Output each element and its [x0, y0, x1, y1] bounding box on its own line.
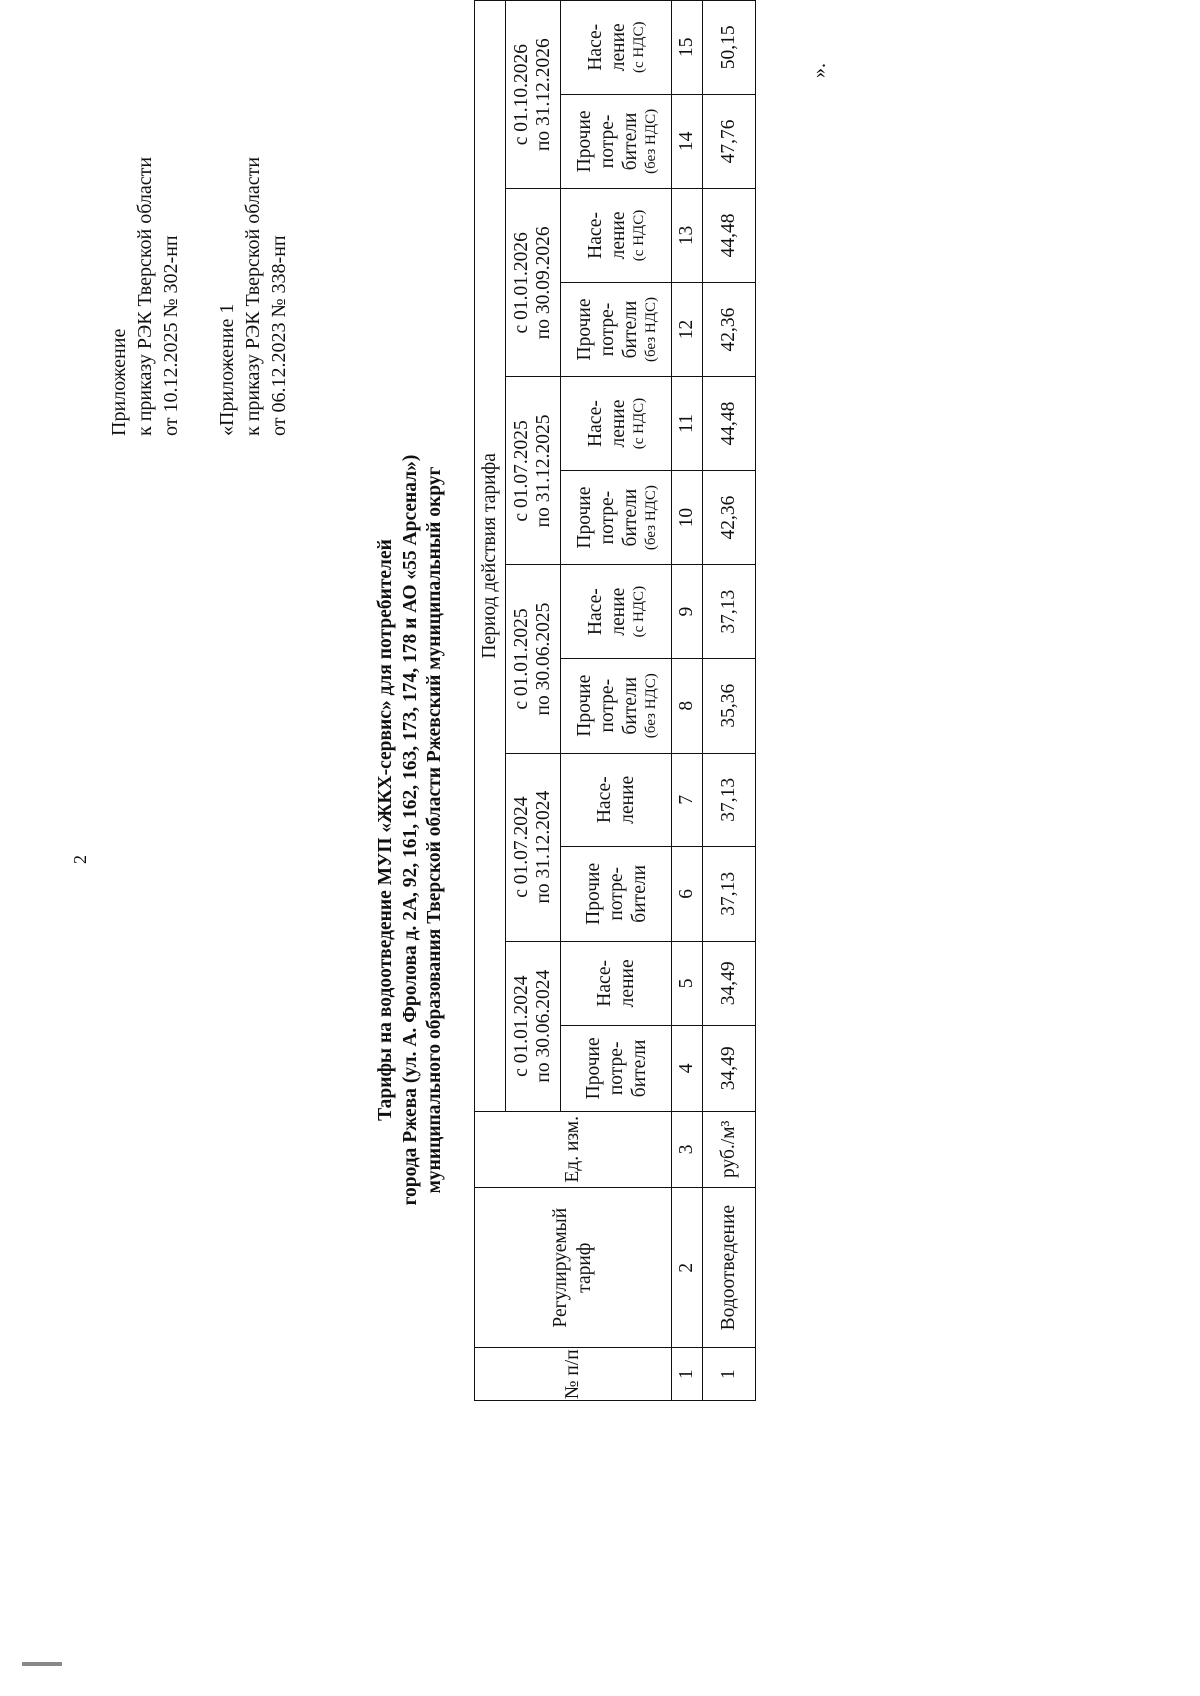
col-number: 9: [672, 565, 703, 658]
appendix-original-line3: от 06.12.2023 № 338-нп: [268, 235, 290, 436]
sub-population-vat: Насе- ление (с НДС): [561, 189, 672, 282]
col-number: 3: [672, 1111, 703, 1187]
col-number: 12: [672, 282, 703, 377]
row-value: 37,13: [703, 846, 756, 941]
row-tariff: Водоотведение: [703, 1187, 756, 1347]
title-line3: муниципального образования Тверской области Ржевский муниципальный округ: [424, 466, 445, 1194]
appendix-current-line3: от 10.12.2025 № 302-нп: [160, 235, 182, 436]
sub-population-vat: Насе- ление (с НДС): [561, 565, 672, 658]
col-number: 1: [672, 1348, 703, 1401]
row-value: 35,36: [703, 658, 756, 753]
table-row: [703, 1, 756, 1401]
page-number: 2: [70, 855, 90, 864]
row-value: 44,48: [703, 189, 756, 282]
col-number: 15: [672, 1, 703, 95]
header-period-group: Период действия тарифа: [475, 1, 506, 1112]
tariff-table: [474, 0, 756, 1401]
row-num: 1: [703, 1348, 756, 1401]
appendix-current-line1: Приложение: [108, 328, 130, 436]
col-number: 5: [672, 941, 703, 1025]
sub-other-novat: Прочие потре- бители (без НДС): [561, 94, 672, 189]
appendix-current-line2: к приказу РЭК Тверской области: [134, 156, 156, 436]
col-number: 13: [672, 189, 703, 282]
col-number: 6: [672, 846, 703, 941]
appendix-current-block: [106, 157, 184, 436]
sub-other-novat: Прочие потре- бители (без НДС): [561, 470, 672, 565]
sub-other-novat: Прочие потре- бители (без НДС): [561, 658, 672, 753]
row-value: 47,76: [703, 94, 756, 189]
title-line1: Тарифы на водоотведение МУП «ЖКХ-сервис» для потребителей: [375, 539, 396, 1121]
appendix-original-line1: «Приложение 1: [216, 303, 238, 436]
period-2: с 01.07.2024 по 31.12.2024: [506, 753, 561, 941]
col-number: 7: [672, 753, 703, 846]
col-number: 2: [672, 1187, 703, 1347]
col-number: 4: [672, 1026, 703, 1112]
col-number: 11: [672, 377, 703, 470]
scan-artifact: [22, 1662, 62, 1666]
column-number-row: [672, 1, 703, 1401]
appendix-original-line2: к приказу РЭК Тверской области: [242, 156, 264, 436]
header-tariff: Регулируемый тариф: [475, 1187, 672, 1347]
col-number: 14: [672, 94, 703, 189]
header-unit: Ед. изм.: [475, 1111, 672, 1187]
header-num: № п/п: [475, 1348, 672, 1401]
sub-other-novat: Прочие потре- бители (без НДС): [561, 282, 672, 377]
sub-population-vat: Насе- ление (с НДС): [561, 1, 672, 95]
sub-other: Прочие потре- бители: [561, 846, 672, 941]
sub-population: Насе- ление: [561, 753, 672, 846]
sub-other: Прочие потре- бители: [561, 1026, 672, 1112]
title-line2: города Ржева (ул. А. Фролова д. 2А, 92, 161, 162, 163, 173, 174, 178 и АО «55 Арсенал»): [399, 454, 421, 1206]
sub-population-vat: Насе- ление (с НДС): [561, 377, 672, 470]
appendix-original-block: [214, 157, 292, 436]
row-value: 42,36: [703, 470, 756, 565]
period-5: с 01.01.2026 по 30.09.2026: [506, 189, 561, 377]
closing-quote-mark: ».: [808, 63, 830, 78]
period-6: с 01.10.2026 по 31.12.2026: [506, 1, 561, 189]
row-value: 37,13: [703, 565, 756, 658]
document-title: [374, 250, 448, 1410]
period-4: с 01.07.2025 по 31.12.2025: [506, 377, 561, 565]
row-value: 50,15: [703, 1, 756, 95]
sub-population: Насе- ление: [561, 941, 672, 1025]
row-value: 37,13: [703, 753, 756, 846]
col-number: 10: [672, 470, 703, 565]
row-unit: руб./м³: [703, 1111, 756, 1187]
row-value: 34,49: [703, 941, 756, 1025]
row-value: 42,36: [703, 282, 756, 377]
row-value: 34,49: [703, 1026, 756, 1112]
period-3: с 01.01.2025 по 30.06.2025: [506, 565, 561, 753]
row-value: 44,48: [703, 377, 756, 470]
col-number: 8: [672, 658, 703, 753]
period-1: с 01.01.2024 по 30.06.2024: [506, 941, 561, 1111]
